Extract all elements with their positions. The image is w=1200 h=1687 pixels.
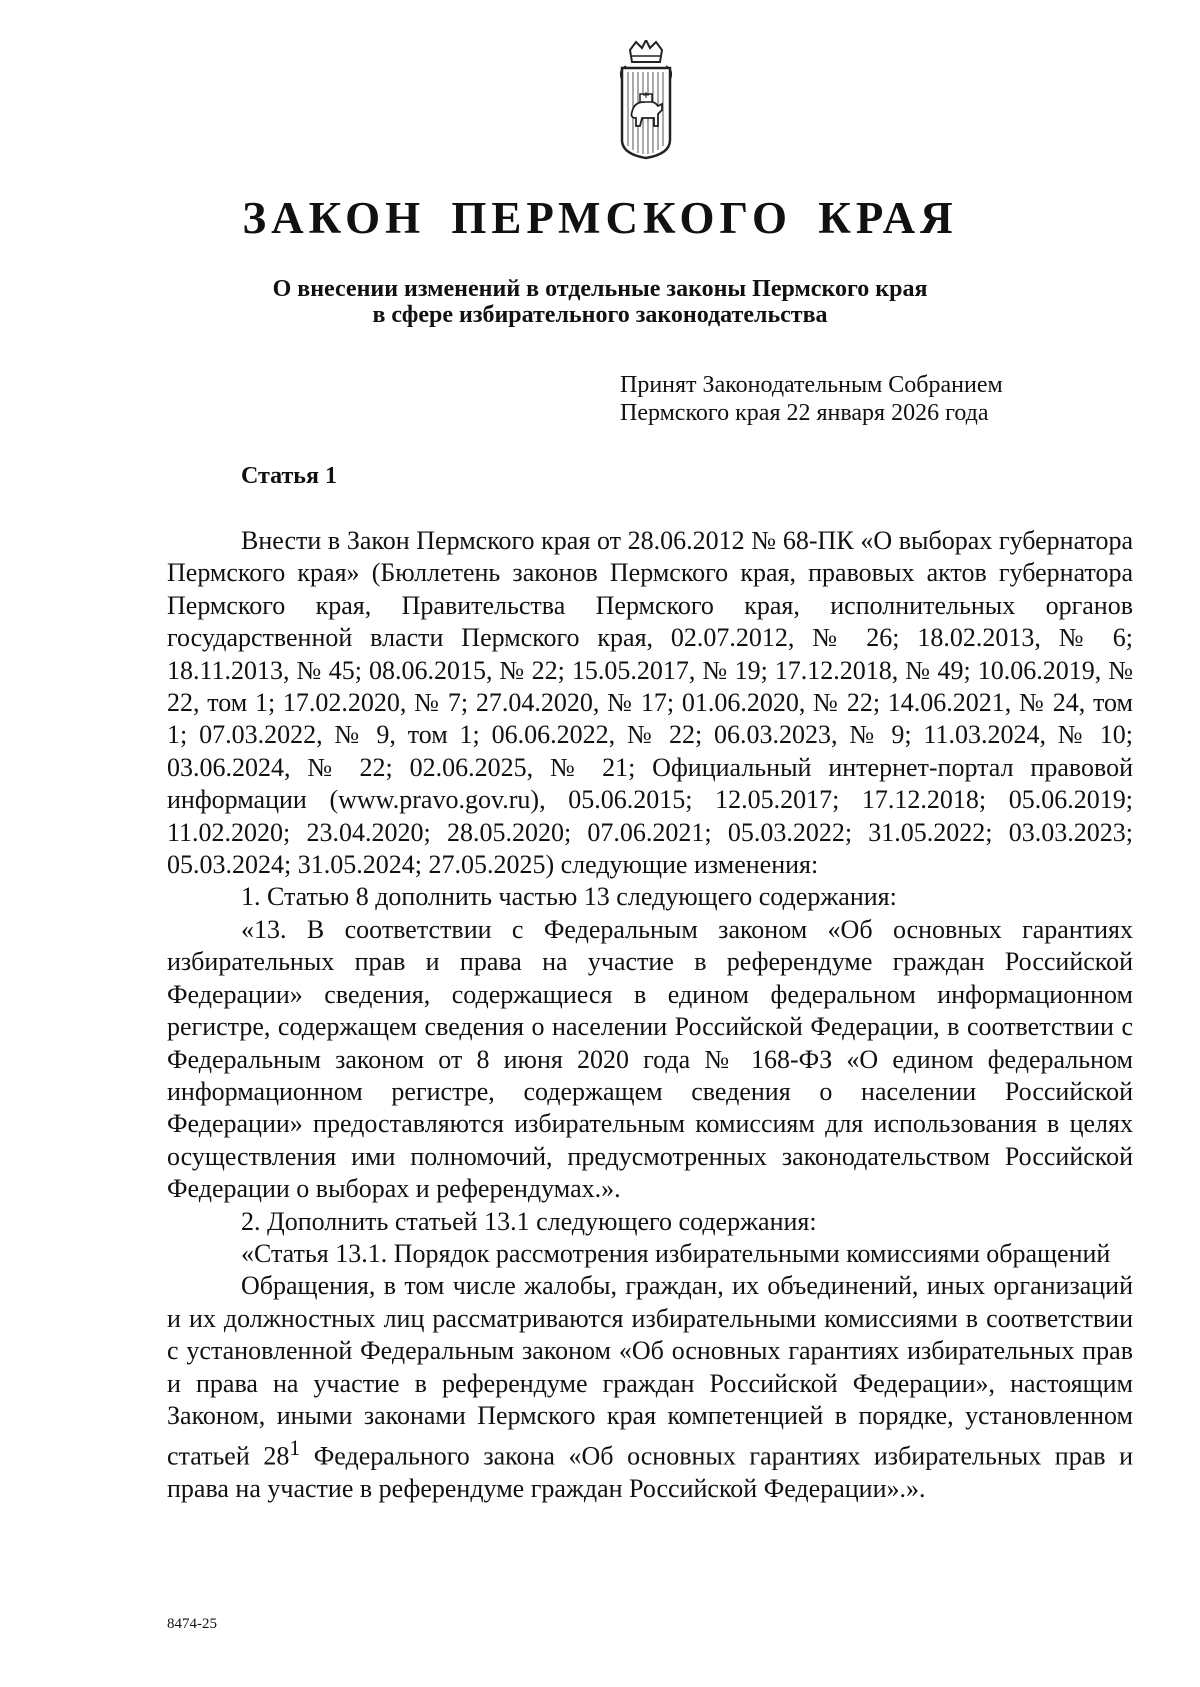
appeals-text-part-1: Обращения, в том числе жалобы, граждан, их объединений, иных организаций и их должностных лиц рассматриваются избирательными комиссиями в соответствии с установленной Федеральным законом «Об основных гарантиях избирательных прав и права на участие в референдуме граждан Российской Федерации», настоящим Законом, иными законами Пермского края компетенцией в порядке, установленном статьей 28 bbox=[167, 1271, 1133, 1472]
document-code: 8474-25 bbox=[167, 1616, 217, 1632]
paragraph-item-2: 2. Дополнить статьей 13.1 следующего содержания: bbox=[241, 1206, 817, 1236]
adoption-note bbox=[620, 371, 1003, 427]
article-heading: Статья 1 bbox=[241, 463, 337, 489]
superscript-1: 1 bbox=[289, 1436, 301, 1461]
law-subtitle bbox=[0, 276, 1200, 328]
paragraph-intro: Внести в Закон Пермского края от 28.06.2012 № 68-ПК «О выборах губернатора Пермского края» (Бюллетень законов Пермского края, правовых актов губернатора Пермского края, Правительства Пермского края, исполнительных органов государственной власти Пермского края, 02.07.2012, № 26; 18.02.2013, № 6; 18.11.2013, № 45; 08.06.2015, № 22; 15.05.2017, № 19; 17.12.2018, № 49; 10.06.2019, № 22, том 1; 17.02.2020, № 7; 27.04.2020, № 17; 01.06.2020, № 22; 14.06.2021, № 24, том 1; 07.03.2022, № 9, том 1; 06.06.2022, № 22; 06.03.2023, № 9; 11.03.2024, № 10; 03.06.2024, № 22; 02.06.2025, № 21; Официальный интернет-портал правовой информации (www.pravo.gov.ru), 05.06.2015; 12.05.2017; 17.12.2018; 05.06.2019; 11.02.2020; 23.04.2020; 28.05.2020; 07.06.2021; 05.03.2022; 31.05.2022; 03.03.2023; 05.03.2024; 31.05.2024; 27.05.2025) следующие изменения: bbox=[167, 526, 1133, 880]
law-subtitle-line-2: в сфере избирательного законодательства bbox=[372, 302, 828, 328]
adoption-note-line-1: Принят Законодательным Собранием bbox=[620, 372, 1003, 398]
paragraph-part-13: «13. В соответствии с Федеральным законом «Об основных гарантиях избирательных прав и права на участие в референдуме граждан Российской Федерации» сведения, содержащиеся в едином федеральном информационном регистре, содержащем сведения о населении Российской Федерации, в соответствии с Федеральным законом от 8 июня 2020 года № 168-ФЗ «О едином федеральном информационном регистре, содержащем сведения о населении Российской Федерации» предоставляются избирательным комиссиям для использования в целях осуществления ими полномочий, предусмотренных законодательством Российской Федерации о выборах и референдумах.». bbox=[167, 914, 1133, 1204]
adoption-note-line-2: Пермского края 22 января 2026 года bbox=[620, 400, 989, 426]
appeals-text-part-2: Федерального закона «Об основных гарантиях избирательных прав и права на участие в референдуме граждан Российской Федерации».». bbox=[167, 1442, 1133, 1504]
law-subtitle-line-1: О внесении изменений в отдельные законы Пермского края bbox=[272, 276, 928, 302]
paragraph-appeals bbox=[167, 1270, 1133, 1506]
law-title: ЗАКОН ПЕРМСКОГО КРАЯ bbox=[242, 193, 958, 243]
paragraph-article-13-1-title: «Статья 13.1. Порядок рассмотрения избирательными комиссиями обращений bbox=[241, 1238, 1111, 1268]
coat-of-arms-emblem bbox=[616, 40, 676, 160]
article-body bbox=[167, 525, 1133, 1506]
paragraph-item-1: 1. Статью 8 дополнить частью 13 следующего содержания: bbox=[241, 882, 897, 912]
